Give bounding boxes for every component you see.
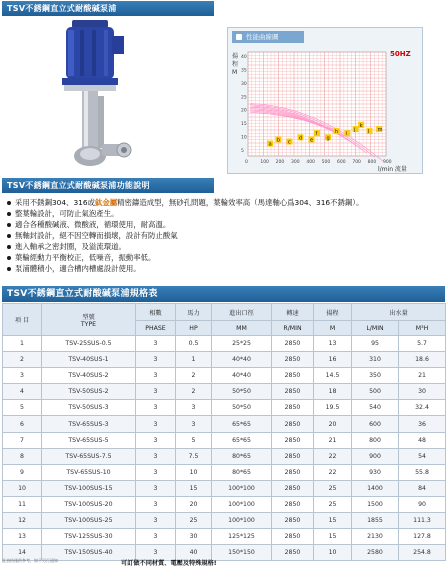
cell-head: 25	[314, 496, 352, 512]
header-output: 出水量	[352, 304, 446, 321]
curve-label: h	[334, 129, 338, 136]
table-row	[3, 480, 446, 496]
header-item: 項 目	[3, 304, 42, 336]
cell-head: 22	[314, 448, 352, 464]
x-tick-label: 300	[291, 160, 300, 165]
cell-lmin: 1400	[352, 480, 399, 496]
curve-label: m	[377, 127, 383, 134]
cell-model: TSV-100SUS-20	[42, 496, 136, 512]
cell-m3h: 21	[399, 368, 446, 384]
feature-item: 進入軸承之密封圈，及溢流環道。	[6, 241, 444, 252]
cell-lmin: 800	[352, 432, 399, 448]
cell-m3h: 54	[399, 448, 446, 464]
table-row	[3, 384, 446, 400]
footnote-custom: 可訂做不同材質、電壓及特殊規格!	[121, 560, 217, 567]
spec-title: TSV不銹鋼直立式耐酸碱泵浦規格表	[7, 289, 158, 299]
cell-item: 7	[3, 432, 42, 448]
cell-phase: 3	[136, 352, 176, 368]
x-tick-label: 200	[275, 160, 285, 165]
curve-label: e	[309, 137, 314, 144]
cell-item: 3	[3, 368, 42, 384]
header-phase-unit: PHASE	[136, 321, 176, 336]
y-tick-label: 25	[241, 95, 247, 101]
cell-m3h: 84	[399, 480, 446, 496]
y-tick-label: 40	[241, 55, 247, 60]
cell-phase: 3	[136, 464, 176, 480]
cell-m3h: 48	[399, 432, 446, 448]
cell-hp: 10	[176, 464, 212, 480]
cell-model: TSV-65SUS-7.5	[42, 448, 136, 464]
cell-model: TSV-65SUS-10	[42, 464, 136, 480]
feature-item: 泵浦體積小，適合槽内槽處設計使用。	[6, 263, 444, 274]
features-title: TSV不銹鋼直立式耐酸碱泵浦功能說明	[7, 181, 150, 190]
cell-phase: 3	[136, 545, 176, 561]
cell-speed: 2850	[272, 432, 314, 448]
cell-speed: 2850	[272, 352, 314, 368]
curve-label: j	[354, 127, 356, 134]
curve-label: k	[359, 122, 363, 129]
header-head-unit: M	[314, 321, 352, 336]
cell-phase: 3	[136, 384, 176, 400]
cell-phase: 3	[136, 400, 176, 416]
hz-label: 50HZ	[390, 50, 411, 58]
table-row	[3, 448, 446, 464]
cell-item: 6	[3, 416, 42, 432]
cell-hp: 0.5	[176, 336, 212, 352]
cell-speed: 2850	[272, 480, 314, 496]
cell-item: 9	[3, 464, 42, 480]
x-tick-label: 500	[321, 160, 331, 165]
table-row	[3, 496, 446, 512]
cell-port: 50*50	[212, 384, 272, 400]
cell-speed: 2850	[272, 545, 314, 561]
cell-lmin: 900	[352, 448, 399, 464]
cell-lmin: 95	[352, 336, 399, 352]
cell-speed: 2850	[272, 368, 314, 384]
header-phase: 相數	[136, 304, 176, 321]
table-row	[3, 416, 446, 432]
cell-head: 10	[314, 545, 352, 561]
table-row	[3, 513, 446, 529]
x-axis-ticks	[245, 159, 392, 165]
cell-speed: 2850	[272, 416, 314, 432]
cell-phase: 3	[136, 448, 176, 464]
cell-lmin: 600	[352, 416, 399, 432]
cell-port: 40*40	[212, 352, 272, 368]
cell-port: 40*40	[212, 368, 272, 384]
tab-square-icon	[236, 34, 242, 40]
cell-head: 20	[314, 416, 352, 432]
spec-banner	[2, 286, 445, 302]
table-row	[3, 432, 446, 448]
y-tick-label: 10	[241, 135, 247, 141]
features-list	[6, 197, 444, 274]
cell-model: TSV-40SUS-2	[42, 368, 136, 384]
cell-lmin: 500	[352, 384, 399, 400]
cell-port: 80*65	[212, 448, 272, 464]
cell-item: 5	[3, 400, 42, 416]
x-tick-label: 800	[367, 160, 377, 165]
curve-label: a	[268, 141, 272, 148]
cell-hp: 3	[176, 400, 212, 416]
cell-hp: 40	[176, 545, 212, 561]
cell-port: 50*50	[212, 400, 272, 416]
cell-hp: 2	[176, 384, 212, 400]
cell-phase: 3	[136, 480, 176, 496]
feature-item: 適合各種酸碱液、微酸液，循環使用，耐高溫。	[6, 219, 444, 230]
cell-item: 4	[3, 384, 42, 400]
table-row	[3, 368, 446, 384]
y-axis-label-2: 程	[232, 61, 239, 68]
cell-port: 100*100	[212, 480, 272, 496]
cell-hp: 30	[176, 529, 212, 545]
cell-head: 18	[314, 384, 352, 400]
curve-label: i	[345, 131, 348, 138]
cell-head: 16	[314, 352, 352, 368]
cell-phase: 3	[136, 336, 176, 352]
x-tick-label: 700	[352, 160, 361, 165]
curve-label: b	[276, 137, 281, 144]
features-banner	[2, 178, 214, 193]
cell-m3h: 36	[399, 416, 446, 432]
header-lmin: L/MIN	[352, 321, 399, 336]
cell-lmin: 1500	[352, 496, 399, 512]
cell-model: TSV-65SUS-3	[42, 416, 136, 432]
cell-speed: 2850	[272, 448, 314, 464]
cell-item: 1	[3, 336, 42, 352]
cell-hp: 1	[176, 352, 212, 368]
header-speed: 轉速	[272, 304, 314, 321]
footnote-small: 此表格僅供參考，如不另行通知	[2, 558, 58, 563]
curve-tab	[232, 31, 304, 43]
x-tick-label: 600	[337, 160, 346, 165]
table-row	[3, 464, 446, 480]
cell-head: 25	[314, 480, 352, 496]
cell-port: 100*100	[212, 513, 272, 529]
cell-phase: 3	[136, 496, 176, 512]
cell-phase: 3	[136, 529, 176, 545]
header-hp: 馬力	[176, 304, 212, 321]
curve-label: f	[315, 131, 318, 138]
cell-item: 13	[3, 529, 42, 545]
cell-speed: 2850	[272, 384, 314, 400]
cell-head: 14.5	[314, 368, 352, 384]
pump-image	[52, 18, 142, 173]
cell-hp: 3	[176, 416, 212, 432]
cell-m3h: 18.6	[399, 352, 446, 368]
cell-head: 13	[314, 336, 352, 352]
y-tick-label: 20	[241, 108, 247, 114]
curve-tab-label: 性能曲線圖	[246, 33, 279, 41]
cell-item: 12	[3, 513, 42, 529]
y-tick-label: 5	[241, 149, 244, 154]
cell-model: TSV-65SUS-5	[42, 432, 136, 448]
cell-m3h: 55.8	[399, 464, 446, 480]
cell-head: 19.5	[314, 400, 352, 416]
spec-table-body	[3, 336, 446, 561]
header-port-unit: MM	[212, 321, 272, 336]
header-speed-unit: R/MIN	[272, 321, 314, 336]
spec-table	[2, 303, 446, 561]
header-port: 進出口徑	[212, 304, 272, 321]
feature-item: 采用不銹鋼304、316或鈦金屬精密鑄造成型，無砂孔問題，葉輪效率高（馬達軸心爲304、316不銹鋼）。	[6, 197, 444, 208]
cell-lmin: 2130	[352, 529, 399, 545]
y-axis-label-1: 揚	[232, 53, 239, 60]
cell-hp: 7.5	[176, 448, 212, 464]
cell-speed: 2850	[272, 464, 314, 480]
cell-port: 65*65	[212, 432, 272, 448]
curve-label: c	[287, 139, 291, 146]
performance-curve-panel	[227, 27, 423, 174]
cell-item: 8	[3, 448, 42, 464]
product-title: TSV不銹鋼直立式耐酸碱泵浦	[7, 4, 117, 13]
cell-lmin: 2580	[352, 545, 399, 561]
cell-m3h: 30	[399, 384, 446, 400]
cell-lmin: 1855	[352, 513, 399, 529]
cell-speed: 2850	[272, 336, 314, 352]
y-axis-ticks	[241, 54, 247, 154]
cell-model: TSV-100SUS-25	[42, 513, 136, 529]
cell-item: 10	[3, 480, 42, 496]
cell-m3h: 90	[399, 496, 446, 512]
cell-lmin: 310	[352, 352, 399, 368]
table-row	[3, 336, 446, 352]
y-tick-label: 35	[241, 68, 247, 74]
header-model: 型號 TYPE	[42, 304, 136, 336]
cell-speed: 2850	[272, 400, 314, 416]
y-tick-label: 30	[241, 81, 247, 87]
cell-phase: 3	[136, 368, 176, 384]
x-tick-label: 100	[260, 160, 269, 165]
cell-model: TSV-25SUS-0.5	[42, 336, 136, 352]
feature-item: 葉輪經動力平衡校正，低噪音，振動率低。	[6, 252, 444, 263]
cell-head: 15	[314, 513, 352, 529]
cell-phase: 3	[136, 432, 176, 448]
table-row	[3, 529, 446, 545]
cell-model: TSV-100SUS-15	[42, 480, 136, 496]
cell-model: TSV-50SUS-2	[42, 384, 136, 400]
cell-head: 22	[314, 464, 352, 480]
feature-highlight: 鈦金屬	[94, 198, 118, 207]
cell-m3h: 5.7	[399, 336, 446, 352]
curve-label: g	[326, 135, 330, 142]
x-axis-unit: l/min 流量	[378, 166, 407, 173]
y-tick-label: 15	[241, 122, 247, 128]
cell-hp: 15	[176, 480, 212, 496]
cell-port: 25*25	[212, 336, 272, 352]
cell-lmin: 350	[352, 368, 399, 384]
cell-hp: 2	[176, 368, 212, 384]
cell-hp: 5	[176, 432, 212, 448]
cell-lmin: 930	[352, 464, 399, 480]
header-head: 揚程	[314, 304, 352, 321]
feature-item: 整葉輪設計，可防止氣泡產生。	[6, 208, 444, 219]
x-tick-label: 0	[245, 160, 248, 165]
curve-label: l	[367, 129, 370, 136]
cell-model: TSV-40SUS-1	[42, 352, 136, 368]
x-tick-label: 400	[306, 160, 315, 165]
x-tick-label: 900	[383, 160, 392, 165]
header-hp-unit: HP	[176, 321, 212, 336]
header-m3h: M³H	[399, 321, 446, 336]
cell-phase: 3	[136, 513, 176, 529]
cell-lmin: 540	[352, 400, 399, 416]
cell-port: 80*65	[212, 464, 272, 480]
table-row	[3, 400, 446, 416]
cell-model: TSV-50SUS-3	[42, 400, 136, 416]
performance-curve-chart	[228, 28, 424, 175]
cell-head: 21	[314, 432, 352, 448]
table-row	[3, 352, 446, 368]
cell-item: 14	[3, 545, 42, 561]
cell-port: 100*100	[212, 496, 272, 512]
product-title-banner	[2, 1, 214, 16]
y-axis-label-3: M	[232, 69, 238, 76]
cell-port: 65*65	[212, 416, 272, 432]
curve-label: d	[298, 135, 303, 142]
cell-item: 11	[3, 496, 42, 512]
cell-speed: 2850	[272, 529, 314, 545]
cell-speed: 2850	[272, 513, 314, 529]
cell-port: 150*150	[212, 545, 272, 561]
cell-m3h: 127.8	[399, 529, 446, 545]
cell-model: TSV-125SUS-30	[42, 529, 136, 545]
cell-head: 15	[314, 529, 352, 545]
cell-m3h: 111.3	[399, 513, 446, 529]
cell-item: 2	[3, 352, 42, 368]
cell-port: 125*125	[212, 529, 272, 545]
cell-hp: 25	[176, 513, 212, 529]
cell-speed: 2850	[272, 496, 314, 512]
cell-m3h: 254.8	[399, 545, 446, 561]
cell-hp: 20	[176, 496, 212, 512]
cell-phase: 3	[136, 416, 176, 432]
cell-model: TSV-150SUS-40	[42, 545, 136, 561]
cell-m3h: 32.4	[399, 400, 446, 416]
feature-item: 無軸封設計，絕不因空轉而損壞，設計有防止酸氣	[6, 230, 444, 241]
